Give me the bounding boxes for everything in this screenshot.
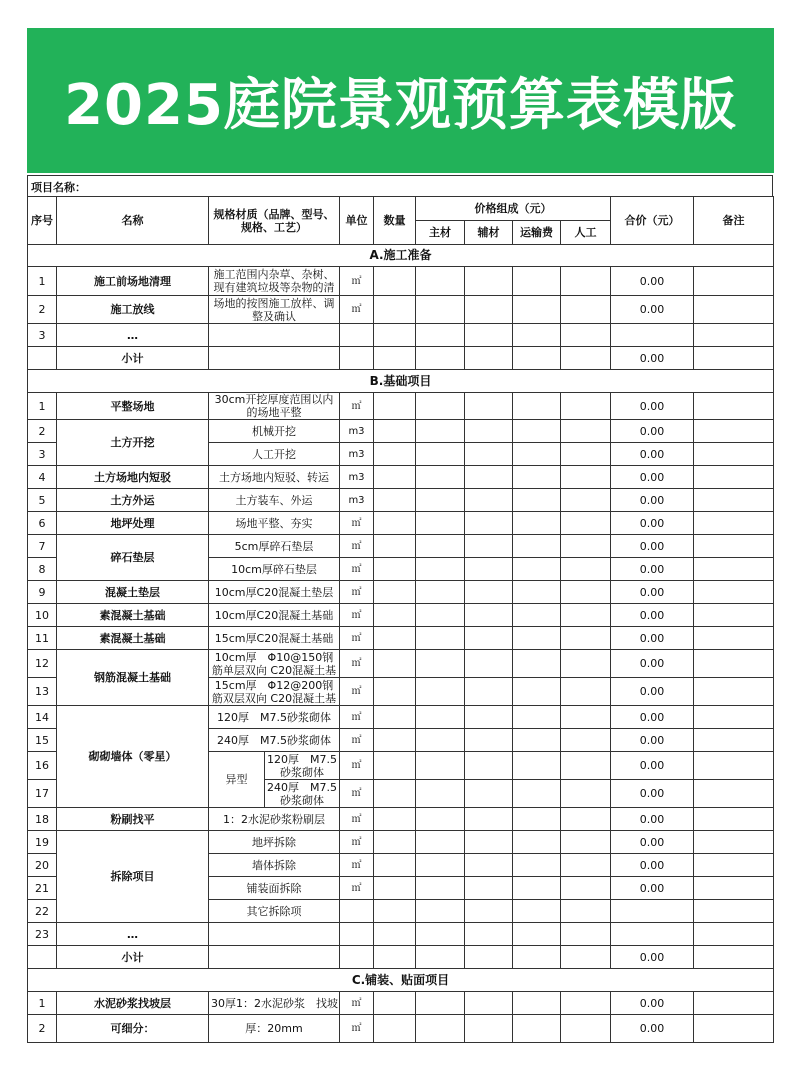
row-unit: ㎡	[340, 877, 374, 900]
row-unit: ㎡	[340, 729, 374, 752]
row-name: 混凝土垫层	[57, 581, 209, 604]
row-unit: ㎡	[340, 627, 374, 650]
row-no: 7	[28, 535, 57, 558]
row-total: 0.00	[611, 992, 694, 1015]
row-no: 23	[28, 923, 57, 946]
table-row	[28, 831, 774, 854]
row-name: 土方场地内短驳	[57, 466, 209, 489]
col-price-group-header: 价格组成（元）	[416, 197, 611, 221]
row-spec: 120厚 M7.5砂浆砌体	[265, 752, 340, 780]
row-no: 2	[28, 296, 57, 324]
row-name: 钢筋混凝土基础	[57, 650, 209, 706]
row-no: 1	[28, 393, 57, 420]
section-title: C.铺装、贴面项目	[28, 969, 774, 992]
row-total: 0.00	[611, 678, 694, 706]
row-spec: 30厚1：2水泥砂浆 找坡	[209, 992, 340, 1015]
row-no: 6	[28, 512, 57, 535]
row-name: 粉刷找平	[57, 808, 209, 831]
row-no: 19	[28, 831, 57, 854]
row-no: 14	[28, 706, 57, 729]
subtotal-label: 小计	[57, 347, 209, 370]
row-no: 10	[28, 604, 57, 627]
row-total: 0.00	[611, 558, 694, 581]
table-row	[28, 650, 774, 678]
row-spec: 240厚 M7.5砂浆砌体	[209, 729, 340, 752]
row-spec: 墙体拆除	[209, 854, 340, 877]
row-spec: 10cm厚C20混凝土垫层	[209, 581, 340, 604]
subtotal-row	[28, 946, 774, 969]
row-no: 3	[28, 324, 57, 347]
row-no: 12	[28, 650, 57, 678]
row-unit: ㎡	[340, 604, 374, 627]
col-qty-header: 数量	[374, 197, 416, 245]
table-row	[28, 393, 774, 420]
row-spec: 土方场地内短驳、转运	[209, 466, 340, 489]
row-spec: 15cm厚 Φ12@200钢筋双层双向 C20混凝土基	[209, 678, 340, 706]
row-name: 施工放线	[57, 296, 209, 324]
row-total: 0.00	[611, 466, 694, 489]
row-spec: 15cm厚C20混凝土基础	[209, 627, 340, 650]
row-spec: 施工范围内杂草、杂树、现有建筑垃圾等杂物的清	[209, 267, 340, 296]
row-unit: m3	[340, 466, 374, 489]
row-spec: 其它拆除项	[209, 900, 340, 923]
row-unit: ㎡	[340, 780, 374, 808]
section-row-c	[28, 969, 774, 992]
page-title: 2025庭院景观预算表模版	[64, 72, 737, 138]
row-spec: 10cm厚C20混凝土基础	[209, 604, 340, 627]
row-name: 碎石垫层	[57, 535, 209, 581]
row-unit: ㎡	[340, 393, 374, 420]
section-title: B.基础项目	[28, 370, 774, 393]
row-unit: ㎡	[340, 581, 374, 604]
row-no: 13	[28, 678, 57, 706]
col-labor-header: 人工	[561, 221, 611, 245]
section-row-a	[28, 245, 774, 267]
row-spec: 240厚 M7.5砂浆砌体	[265, 780, 340, 808]
row-unit: ㎡	[340, 831, 374, 854]
row-unit: ㎡	[340, 808, 374, 831]
row-total: 0.00	[611, 512, 694, 535]
row-subgroup: 异型	[209, 752, 265, 808]
row-no: 18	[28, 808, 57, 831]
table-row	[28, 535, 774, 558]
col-unit-header: 单位	[340, 197, 374, 245]
row-spec: 铺装面拆除	[209, 877, 340, 900]
row-spec: 10cm厚 Φ10@150钢筋单层双向 C20混凝土基	[209, 650, 340, 678]
row-no: 4	[28, 466, 57, 489]
subtotal-total: 0.00	[611, 347, 694, 370]
col-aux-header: 辅材	[465, 221, 513, 245]
row-total: 0.00	[611, 420, 694, 443]
subtotal-row	[28, 347, 774, 370]
row-total: 0.00	[611, 650, 694, 678]
row-no: 11	[28, 627, 57, 650]
row-name: 地坪处理	[57, 512, 209, 535]
row-total: 0.00	[611, 393, 694, 420]
table-row	[28, 581, 774, 604]
table-row	[28, 923, 774, 946]
row-spec: 土方装车、外运	[209, 489, 340, 512]
col-total-header: 合价（元）	[611, 197, 694, 245]
table-row	[28, 466, 774, 489]
row-name: 拆除项目	[57, 831, 209, 923]
row-total: 0.00	[611, 1015, 694, 1043]
row-name: 砌砌墙体（零星）	[57, 706, 209, 808]
row-no: 3	[28, 443, 57, 466]
row-name: 土方开挖	[57, 420, 209, 466]
row-total: 0.00	[611, 831, 694, 854]
row-no: 17	[28, 780, 57, 808]
row-total: 0.00	[611, 780, 694, 808]
row-total: 0.00	[611, 489, 694, 512]
row-total: 0.00	[611, 535, 694, 558]
row-no: 20	[28, 854, 57, 877]
row-unit: ㎡	[340, 558, 374, 581]
row-unit: ㎡	[340, 512, 374, 535]
project-name-label: 项目名称：	[31, 181, 86, 194]
row-total: 0.00	[611, 581, 694, 604]
row-name: …	[57, 923, 209, 946]
row-spec: 30cm开挖厚度范围以内的场地平整	[209, 393, 340, 420]
row-name: 素混凝土基础	[57, 604, 209, 627]
row-unit: m3	[340, 420, 374, 443]
row-unit: m3	[340, 489, 374, 512]
row-total: 0.00	[611, 706, 694, 729]
table-row	[28, 324, 774, 347]
row-name: …	[57, 324, 209, 347]
table-row	[28, 296, 774, 324]
row-no: 1	[28, 992, 57, 1015]
row-total: 0.00	[611, 808, 694, 831]
row-spec: 地坪拆除	[209, 831, 340, 854]
row-spec: 机械开挖	[209, 420, 340, 443]
row-spec: 120厚 M7.5砂浆砌体	[209, 706, 340, 729]
subtotal-total: 0.00	[611, 946, 694, 969]
row-total: 0.00	[611, 296, 694, 324]
title-banner	[27, 28, 774, 173]
row-total: 0.00	[611, 267, 694, 296]
col-main-header: 主材	[416, 221, 465, 245]
row-total: 0.00	[611, 752, 694, 780]
table-row	[28, 992, 774, 1015]
project-name-row	[27, 175, 773, 197]
row-no: 1	[28, 267, 57, 296]
row-name: 土方外运	[57, 489, 209, 512]
row-no: 5	[28, 489, 57, 512]
row-unit: ㎡	[340, 1015, 374, 1043]
col-transport-header: 运输费	[513, 221, 561, 245]
row-spec: 厚：20mm	[209, 1015, 340, 1043]
row-no: 8	[28, 558, 57, 581]
row-name: 施工前场地清理	[57, 267, 209, 296]
row-spec: 1：2水泥砂浆粉刷层	[209, 808, 340, 831]
table-row	[28, 512, 774, 535]
row-no: 16	[28, 752, 57, 780]
row-unit: m3	[340, 443, 374, 466]
row-unit: ㎡	[340, 992, 374, 1015]
row-name: 平整场地	[57, 393, 209, 420]
row-no: 9	[28, 581, 57, 604]
table-row	[28, 1015, 774, 1043]
table-header-row	[28, 197, 774, 221]
row-name: 水泥砂浆找坡层	[57, 992, 209, 1015]
table-row	[28, 489, 774, 512]
row-unit: ㎡	[340, 650, 374, 678]
col-remark-header: 备注	[694, 197, 774, 245]
row-spec: 场地的按图施工放样、调整及确认	[209, 296, 340, 324]
row-total: 0.00	[611, 729, 694, 752]
table-row	[28, 808, 774, 831]
row-unit: ㎡	[340, 706, 374, 729]
row-total: 0.00	[611, 854, 694, 877]
row-spec: 场地平整、夯实	[209, 512, 340, 535]
row-no: 2	[28, 420, 57, 443]
row-unit: ㎡	[340, 296, 374, 324]
table-row	[28, 706, 774, 729]
row-unit: ㎡	[340, 678, 374, 706]
row-unit: ㎡	[340, 854, 374, 877]
col-name-header: 名称	[57, 197, 209, 245]
row-subgroup: 可细分：	[57, 1015, 209, 1043]
row-spec: 10cm厚碎石垫层	[209, 558, 340, 581]
row-total: 0.00	[611, 604, 694, 627]
table-row	[28, 627, 774, 650]
table-row	[28, 604, 774, 627]
row-spec: 人工开挖	[209, 443, 340, 466]
row-total: 0.00	[611, 443, 694, 466]
row-no: 21	[28, 877, 57, 900]
budget-table	[27, 196, 774, 1043]
col-no-header: 序号	[28, 197, 57, 245]
row-no: 2	[28, 1015, 57, 1043]
subtotal-label: 小计	[57, 946, 209, 969]
row-spec: 5cm厚碎石垫层	[209, 535, 340, 558]
col-spec-header: 规格材质（品牌、型号、规格、工艺）	[209, 197, 340, 245]
section-title: A.施工准备	[28, 245, 774, 267]
table-row	[28, 420, 774, 443]
row-total: 0.00	[611, 877, 694, 900]
row-name: 素混凝土基础	[57, 627, 209, 650]
row-unit: ㎡	[340, 535, 374, 558]
section-row-b	[28, 370, 774, 393]
table-row	[28, 267, 774, 296]
row-total: 0.00	[611, 627, 694, 650]
row-unit: ㎡	[340, 752, 374, 780]
row-unit: ㎡	[340, 267, 374, 296]
row-no: 15	[28, 729, 57, 752]
row-no: 22	[28, 900, 57, 923]
